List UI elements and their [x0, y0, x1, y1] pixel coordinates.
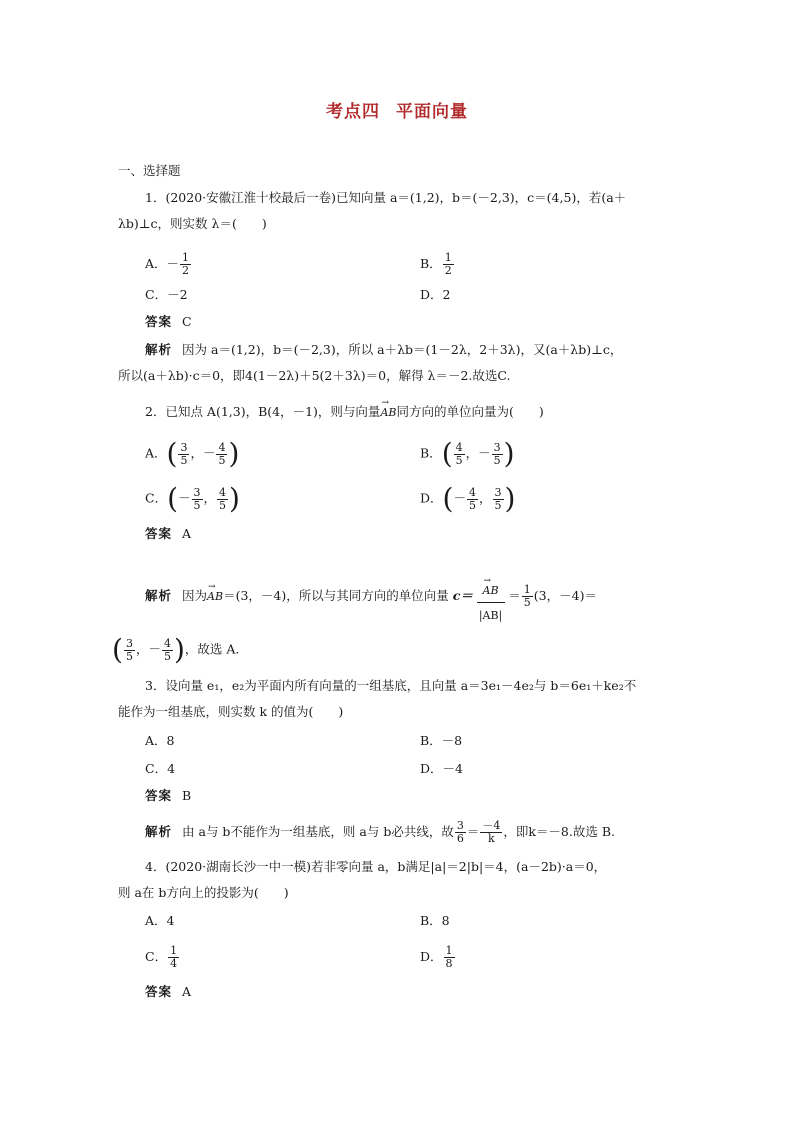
q2-answer [145, 525, 191, 543]
q1-a-text: A．－ [145, 256, 180, 271]
page-title [0, 97, 794, 122]
answer-label: 答案 [145, 984, 173, 999]
q2-answer-value: A [182, 526, 192, 541]
q2-stem [145, 403, 544, 422]
q4-answer [145, 983, 191, 1001]
q3-option-a: A．8 [145, 733, 175, 748]
q4-option-b: B．8 [420, 913, 450, 928]
section-heading: 一、选择题 [118, 163, 181, 178]
q1-analysis-line2: 所以(a＋λb)·c＝0，即4(1－2λ)＋5(2＋3λ)＝0，解得 λ＝－2.故选C. [118, 368, 511, 383]
analysis-label: 解析 [145, 588, 173, 603]
q1-analysis-text1: 因为 a＝(1,2)，b＝(－2,3)，所以 a＋λb＝(1－2λ，2＋3λ)，又(a＋λb)⊥c， [182, 342, 623, 357]
q3-stem-line2: 能作为一组基底，则实数 k 的值为( ) [118, 704, 344, 719]
answer-label: 答案 [145, 788, 173, 803]
q4-stem-line2: 则 a在 b方向上的投影为( ) [118, 885, 289, 900]
q1-option-c: C．－2 [145, 287, 188, 302]
analysis-label: 解析 [145, 824, 173, 839]
q4-stem-line1: 4．(2020·湖南长沙一中一模)若非零向量 a，b满足|a|＝2|b|＝4，(a－2b)·a＝0， [145, 859, 607, 874]
q2-stem-a: 2．已知点 A(1,3)，B(4，－1)，则与向量 [145, 404, 381, 419]
q1-option-b [420, 252, 455, 277]
q1-stem-line1: 1．(2020·安徽江淮十校最后一卷)已知向量 a＝(1,2)，b＝(－2,3)，c＝(4,5)，若(a＋ [145, 190, 627, 205]
q2-analysis-line1: 解析 因为→ AB＝(3，－4)，所以与其同方向的单位向量 c＝ → $\frac{AB}{|AB|}$ ＝ $\frac{1}{5}$ (3，－4)＝ [145, 568, 597, 625]
q2-option-d: D．(－ $\frac{4}{5}$ ， $\frac{3}{5}$ ) [420, 482, 516, 515]
answer-label: 答案 [145, 526, 173, 541]
q3-stem-line1: 3．设向量 e₁，e₂为平面内所有向量的一组基底，且向量 a＝3e₁－4e₂与 b＝6e₁＋ke₂不 [145, 678, 637, 693]
q3-option-b: B．－8 [420, 733, 463, 748]
title-part-2: 平面向量 [396, 102, 468, 122]
q3-analysis: 解析 由 a与 b不能作为一组基底，则 a与 b必共线，故 $\frac{3}{6}$ ＝ $\frac{-4}{k}$ ，即k＝－8.故选 B. [145, 819, 615, 845]
q3-answer [145, 787, 191, 805]
q1-answer-value: C [182, 314, 192, 329]
q2-option-b: B．( $\frac{4}{5}$ ，－ $\frac{3}{5}$ ) [420, 437, 515, 470]
q3-option-c: C．4 [145, 761, 176, 776]
answer-label: 答案 [145, 314, 173, 329]
q2-vector-ab: → AB [380, 404, 396, 422]
q3-answer-value: B [182, 788, 192, 803]
q1-b-text: B． [420, 256, 442, 271]
analysis-label: 解析 [145, 342, 173, 357]
q4-option-a: A．4 [145, 913, 175, 928]
q2-analysis-vector: → AB [207, 588, 223, 606]
q1-stem-line2: λb)⊥c，则实数 λ＝( ) [118, 216, 267, 231]
q2-option-a: A．( $\frac{3}{5}$ ，－ $\frac{4}{5}$ ) [145, 437, 240, 470]
q2-unit-vector-fraction: → $\frac{AB}{|AB|}$ [473, 568, 508, 625]
q1-b-fraction: $\frac{1}{2}$ [444, 251, 452, 277]
q2-option-c: C．(－ $\frac{3}{5}$ ， $\frac{4}{5}$ ) [145, 482, 240, 515]
q4-option-c: C． $\frac{1}{4}$ [145, 944, 178, 970]
q4-answer-value: A [182, 984, 192, 999]
q3-option-d: D．－4 [420, 761, 463, 776]
q4-option-d: D． $\frac{1}{8}$ [420, 944, 453, 970]
q1-a-fraction: $\frac{1}{2}$ [182, 251, 190, 277]
q1-answer [145, 313, 192, 331]
q1-analysis-line1 [145, 341, 622, 359]
q1-option-a [145, 252, 192, 277]
title-part-1: 考点四 [326, 102, 380, 122]
q2-analysis-line2: ( $\frac{3}{5}$ ，－ $\frac{4}{5}$ )，故选 A. [112, 633, 240, 666]
q2-stem-b: 同方向的单位向量为( ) [396, 404, 544, 419]
q1-option-d: D．2 [420, 287, 451, 302]
